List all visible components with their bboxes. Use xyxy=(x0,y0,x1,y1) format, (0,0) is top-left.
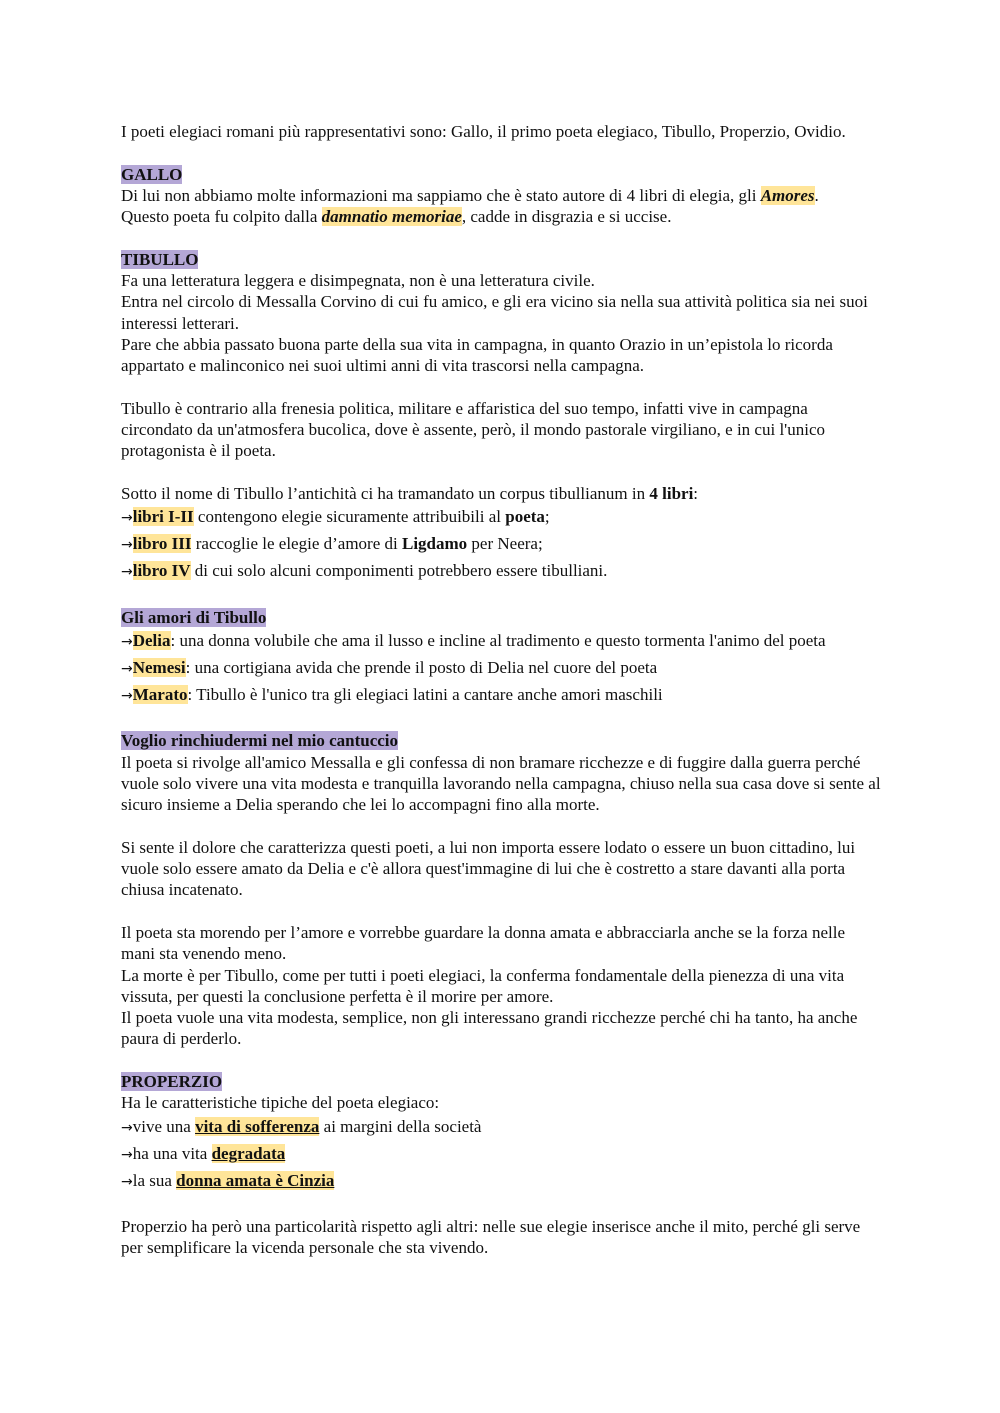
arrow-right-icon: → xyxy=(121,537,133,554)
list-item-degradata: →ha una vita degradata xyxy=(121,1143,286,1163)
tibullo-paragraph-1: Fa una letteratura leggera e disimpegnata, non è una letteratura civile. xyxy=(121,271,595,291)
arrow-right-icon: → xyxy=(121,633,133,650)
properzio-paragraph-1: Ha le caratteristiche tipiche del poeta elegiaco: xyxy=(121,1093,440,1113)
section-heading-amori: Gli amori di Tibullo xyxy=(121,607,267,627)
arrow-right-icon: → xyxy=(121,1119,133,1136)
intro-paragraph: I poeti elegiaci romani più rappresentativi sono: Gallo, il primo poeta elegiaco, Tibullo, Properzio, Ovidio. xyxy=(121,122,846,141)
arrow-right-icon: → xyxy=(121,660,133,677)
cantuccio-paragraph-4: La morte è per Tibullo, come per tutti i poeti elegiaci, la conferma fondamentale della pienezza di una vita vissuta, per questi la conclusione perfetta è il morire per amore. xyxy=(121,965,845,1006)
cantuccio-paragraph-3: Il poeta sta morendo per l’amore e vorrebbe guardare la donna amata e abbracciarla anche se la forza nelle mani sta venendo meno. xyxy=(121,922,845,964)
cantuccio-paragraph-2: Si sente il dolore che caratterizza questi poeti, a lui non importa essere lodato o essere un buon cittadino, lui vuole solo essere amato da Delia e c'è allora quest'immagine di lui che è costretto a stare davanti alla porta chiusa incatenato. xyxy=(121,837,856,900)
list-item-nemesi: →Nemesi: una cortigiana avida che prende il posto di Delia nel cuore del poeta xyxy=(121,657,658,677)
tibullo-corpus-paragraph: Sotto il nome di Tibullo l’antichità ci ha tramandato un corpus tibullianum in 4 libri: xyxy=(121,484,699,504)
arrow-right-icon: → xyxy=(121,564,133,581)
section-heading-gallo: GALLO xyxy=(121,164,183,184)
tibullo-paragraph-3: Pare che abbia passato buona parte della sua vita in campagna, in quanto Orazio in un’epistola lo ricorda appartato e malinconico nei suoi ultimi anni di vita trascorsi nella campagna. xyxy=(121,334,833,376)
section-heading-tibullo: TIBULLO xyxy=(121,249,199,269)
list-item-marato: →Marato: Tibullo è l'unico tra gli elegiaci latini a cantare anche amori maschili xyxy=(121,684,663,704)
document-body xyxy=(121,121,881,1258)
cantuccio-paragraph-5: Il poeta vuole una vita modesta, semplice, non gli interessano grandi ricchezze perché chi ha tanto, ha anche paura di perderlo. xyxy=(121,1008,858,1049)
cantuccio-paragraph-1: Il poeta si rivolge all'amico Messalla e gli confessa di non bramare ricchezze e di fuggire dalla guerra perché vuole solo vivere una vita modesta e tranquilla lavorando nella campagna, chiuso nella sua casa dove si sente al sicuro insieme a Delia sperando che lei lo accompagni fino alla morte. xyxy=(121,752,881,815)
properzio-paragraph-2: Properzio ha però una particolarità rispetto agli altri: nelle sue elegie inserisce anche il mito, perché gli serve per semplificare la vicenda personale che sta vivendo. xyxy=(121,1216,861,1258)
arrow-right-icon: → xyxy=(121,1146,133,1163)
arrow-right-icon: → xyxy=(121,1173,133,1190)
tibullo-paragraph-4: Tibullo è contrario alla frenesia politica, militare e affaristica del suo tempo, infatti vive in campagna circondato da un'atmosfera bucolica, dove è assente, però, il mondo pastorale virgiliano, e in cui l'unico protagonista è il poeta. xyxy=(121,398,826,461)
highlight-amores: Amores xyxy=(760,185,815,205)
gallo-paragraph-2: Questo poeta fu colpito dalla damnatio memoriae, cadde in disgrazia e si uccise. xyxy=(121,207,672,227)
list-item-libro-4: →libro IV di cui solo alcuni componimenti potrebbero essere tibulliani. xyxy=(121,561,608,581)
highlight-damnatio-memoriae: damnatio memoriae xyxy=(321,207,462,227)
arrow-right-icon: → xyxy=(121,510,133,527)
list-item-delia: →Delia: una donna volubile che ama il lusso e incline al tradimento e questo tormenta l'animo del poeta xyxy=(121,630,826,650)
list-item-vita-di-sofferenza: →vive una vita di sofferenza ai margini della società xyxy=(121,1116,482,1136)
list-item-libri-1-2: →libri I-II contengono elegie sicuramente attribuibili al poeta; xyxy=(121,507,550,527)
section-heading-properzio: PROPERZIO xyxy=(121,1071,223,1091)
tibullo-paragraph-2: Entra nel circolo di Messalla Corvino di cui fu amico, e gli era vicino sia nella sua attività politica sia nei suoi interessi letterari. xyxy=(121,292,868,333)
arrow-right-icon: → xyxy=(121,687,133,704)
section-heading-cantuccio: Voglio rinchiudermi nel mio cantuccio xyxy=(121,731,399,751)
list-item-donna-amata: →la sua donna amata è Cinzia xyxy=(121,1170,335,1190)
gallo-paragraph-1: Di lui non abbiamo molte informazioni ma sappiamo che è stato autore di 4 libri di elegia, gli Amores. xyxy=(121,185,819,205)
list-item-libro-3: →libro III raccoglie le elegie d’amore di Ligdamo per Neera; xyxy=(121,534,543,554)
